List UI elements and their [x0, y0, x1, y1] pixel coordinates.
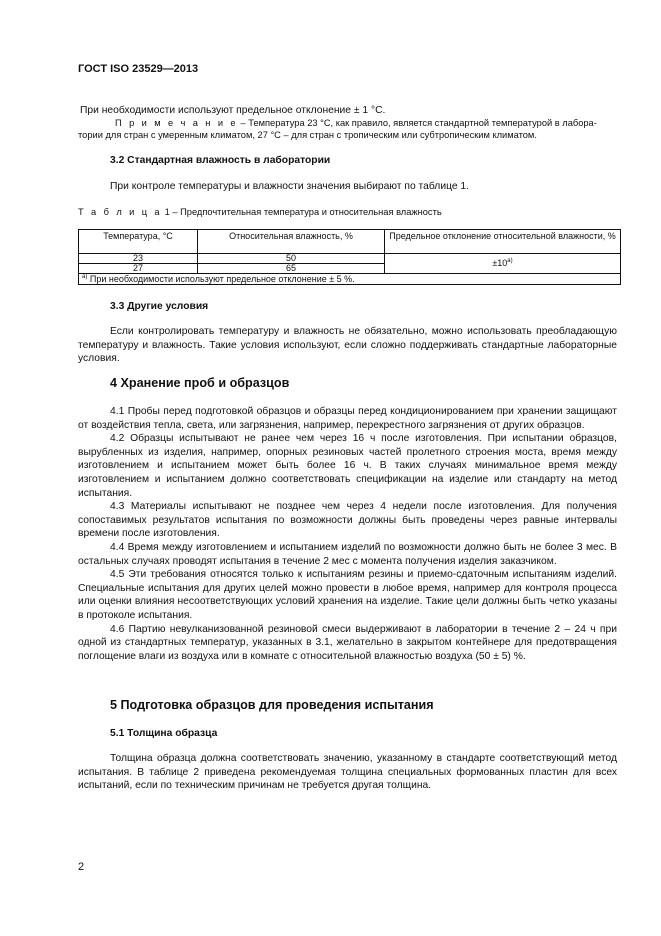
table-header-row — [79, 230, 621, 254]
table-cell-humidity: 65 — [198, 264, 385, 274]
footnote-text: При необходимости используют предельное отклонение ± 5 %. — [87, 274, 355, 284]
paragraph-4-4: 4.4 Время между изготовлением и испытанием изделий по возможности должно быть не более 3 мес. В остальных случаях проводят испытания в течение 2 мес с момента получения изделия заказчиком. — [78, 541, 617, 567]
page-number: 2 — [78, 861, 85, 873]
paragraph-4-2: 4.2 Образцы испытывают не ранее чем через 16 ч после изготовления. При испытании образцов, вырубленных из изделия, например, опорных резиновых частей пролетного строения моста, время между изготовлением и испытанием может быть более 16 ч. В таких случаях минимальное время между изготовлением и испытанием должно соответствовать спецификации на изделие или стандарту на метод испытания. — [78, 433, 617, 499]
table-1 — [78, 229, 621, 285]
paragraph-4-6: 4.6 Партию невулканизованной резиновой смеси выдерживают в лаборатории в течение 2 – 24 ч при одной из стандартных температур, указанных в 3.1, желательно в закрытом контейнере для предотвращения поглощение влаги из воздуха или в комнате с относительной влажностью воздуха (50 ± 5) %. — [78, 623, 617, 662]
deviation-footnote-mark: а) — [507, 258, 513, 265]
section-4-body — [78, 405, 617, 663]
section-3-3-text: Если контролировать температуру и влажность не обязательно, можно использовать преобладающую температуру и влажность. Такие условия используют, если сложно поддерживать стандартные лабораторные условия. — [78, 326, 617, 365]
note-text-line2: тории для стран с умеренным климатом, 27 °С – для стран с тропическим или субтропическим климатом. — [78, 130, 537, 140]
table-header-humidity: Относительная влажность, % — [198, 230, 385, 254]
section-5-1-title: 5.1 Толщина образца — [110, 728, 218, 739]
table-footnote-row — [79, 274, 621, 285]
table-caption-label: Т а б л и ц а — [78, 207, 162, 217]
table-header-deviation: Предельное отклонение относительной влажности, % — [385, 230, 621, 254]
table-cell-deviation — [385, 254, 621, 274]
note — [78, 117, 621, 141]
table-cell-temperature: 23 — [79, 254, 198, 264]
table-cell-humidity: 50 — [198, 254, 385, 264]
section-3-2-text: При контроле температуры и влажности значения выбирают по таблице 1. — [110, 181, 470, 192]
note-text-line1: – Температура 23 °С, как правило, является стандартной температурой в лабора- — [237, 118, 597, 128]
table-cell-temperature: 27 — [79, 264, 198, 274]
section-5-title: 5 Подготовка образцов для проведения испытания — [110, 698, 434, 712]
section-4-title: 4 Хранение проб и образцов — [110, 376, 290, 390]
top-paragraph: При необходимости используют предельное отклонение ± 1 °С. — [80, 105, 386, 116]
table-caption — [78, 206, 442, 220]
table-footnote — [79, 274, 621, 285]
paragraph-4-3: 4.3 Материалы испытывают не позднее чем через 4 недели после изготовления. Для получения сопоставимых результатов испытания по возможности должны быть проведены через равные интервалы времени после изготовления. — [78, 501, 617, 540]
deviation-value: ±10 — [492, 258, 508, 269]
table-header-temperature: Температура, °С — [79, 230, 198, 254]
section-3-2-title: 3.2 Стандартная влажность в лаборатории — [110, 155, 331, 166]
section-5-1-text: Толщина образца должна соответствовать значению, указанному в стандарте соответствующий метод испытания. В таблице 2 приведена рекомендуемая толщина специальных формованных пластин для всех испытаний, если по техническим причинам не требуется другая толщина. — [78, 753, 617, 792]
table-caption-text: 1 – Предпочтительная температура и относительная влажность — [162, 207, 442, 217]
note-label: П р и м е ч а н и е — [115, 118, 238, 128]
paragraph-4-1: 4.1 Пробы перед подготовкой образцов и образцы перед кондиционированием при хранении защищают от воздействия тепла, света, или загрязнения, например, перекрестного загрязнения от других образцов. — [78, 406, 617, 431]
document-header: ГОСТ ISO 23529—2013 — [78, 63, 199, 75]
section-3-3-title: 3.3 Другие условия — [110, 301, 209, 312]
footnote-mark: а) — [82, 274, 88, 280]
paragraph-4-5: 4.5 Эти требования относятся только к испытаниям резины и приемо-сдаточным испытаниям изделий. Специальные испытания для других целей можно провести в любое время, например для контроля процесса или оценки влияния несоответствующих условий хранения на изделие. Такие цели должны быть четко указаны в протоколе испытания. — [78, 569, 617, 621]
table-row — [79, 254, 621, 264]
